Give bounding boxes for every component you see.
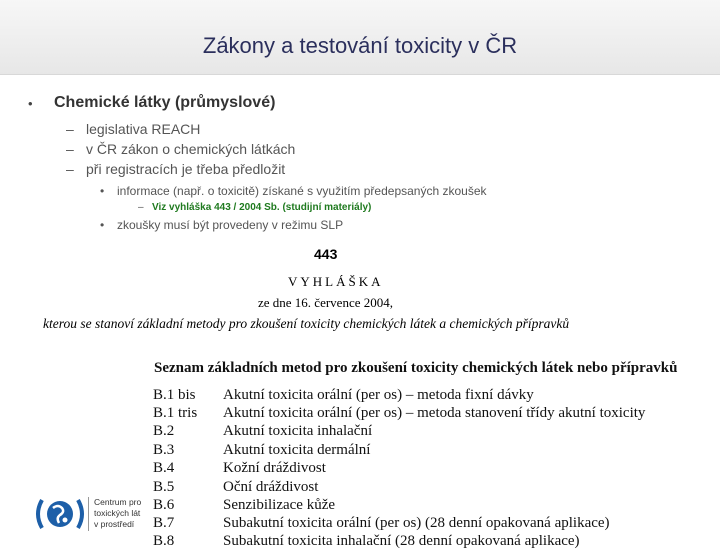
- decree-type: VYHLÁŠKA: [288, 274, 384, 289]
- level3-text: zkoušky musí být provedeny v režimu SLP: [117, 218, 344, 232]
- method-row: [153, 423, 372, 440]
- slide-title: Zákony a testování toxicity v ČR: [202, 33, 518, 58]
- logo-line: toxických lát: [94, 508, 141, 518]
- dash: –: [66, 121, 74, 137]
- sub-item: [66, 121, 200, 137]
- method-row: [153, 479, 318, 496]
- method-name: Subakutní toxicita orální (per os) (28 denní opakovaná aplikace): [223, 515, 610, 531]
- method-code: B.3: [153, 442, 175, 458]
- method-name: Akutní toxicita orální (per os) – metoda fixní dávky: [223, 387, 534, 403]
- logo-separator: [88, 497, 89, 531]
- method-code: B.7: [153, 515, 175, 531]
- logo-text: [94, 497, 141, 530]
- dash: –: [66, 161, 74, 177]
- method-row: [153, 387, 534, 404]
- bullet-dot: •: [28, 96, 33, 111]
- method-row: [153, 515, 610, 532]
- bullet-dot: •: [100, 184, 105, 198]
- logo-line: Centrum pro: [94, 497, 142, 507]
- method-name: Akutní toxicita dermální: [223, 442, 371, 458]
- dash: –: [138, 202, 144, 213]
- method-row: [153, 442, 370, 459]
- method-name: Subakutní toxicita inhalační (28 denní opakovaná aplikace): [223, 533, 580, 549]
- method-name: Akutní toxicita orální (per os) – metoda stanovení třídy akutní toxicity: [223, 405, 646, 421]
- bullet-dot: •: [100, 218, 105, 232]
- method-row: [153, 497, 335, 514]
- method-code: B.6: [153, 497, 175, 513]
- method-row: [153, 405, 645, 422]
- dash: –: [66, 141, 74, 157]
- methods-heading: Seznam základních metod pro zkoušení toxicity chemických látek nebo přípravků: [154, 360, 678, 376]
- sub-item-text: v ČR zákon o chemických látkách: [86, 141, 296, 157]
- method-row: [153, 533, 580, 550]
- level3-text: informace (např. o toxicitě) získané s využitím předepsaných zkoušek: [117, 184, 487, 198]
- sub-item-text: legislativa REACH: [86, 121, 201, 137]
- method-name: Kožní dráždivost: [223, 460, 326, 476]
- decree-date: ze dne 16. července 2004,: [258, 295, 393, 310]
- method-code: B.8: [153, 533, 175, 549]
- method-code: B.4: [153, 460, 175, 476]
- decree-subtitle: kterou se stanoví základní metody pro zkoušení toxicity chemických látek a chemických přípravků: [43, 316, 570, 331]
- decree-number: 443: [314, 246, 338, 262]
- level3-item: [100, 184, 487, 198]
- sub-item: [66, 161, 285, 177]
- sub-item: [66, 141, 295, 157]
- method-name: Akutní toxicita inhalační: [223, 423, 373, 439]
- decree-scan: [40, 236, 630, 336]
- method-code: B.5: [153, 479, 175, 495]
- level4-text: Viz vyhláška 443 / 2004 Sb. (studijní materiály): [152, 202, 372, 213]
- sub-item-text: při registracích je třeba předložit: [86, 161, 286, 177]
- level4-item: [138, 202, 371, 213]
- method-name: Oční dráždivost: [223, 479, 319, 495]
- logo-line: v prostředí: [94, 519, 135, 529]
- centre-logo-icon: [34, 494, 86, 534]
- main-bullet: Chemické látky (průmyslové): [54, 94, 276, 111]
- method-name: Senzibilizace kůže: [223, 497, 336, 513]
- method-row: [153, 460, 326, 477]
- method-code: B.1 bis: [153, 387, 196, 403]
- method-code: B.2: [153, 423, 175, 439]
- level3-item: [100, 218, 343, 232]
- method-code: B.1 tris: [153, 405, 198, 421]
